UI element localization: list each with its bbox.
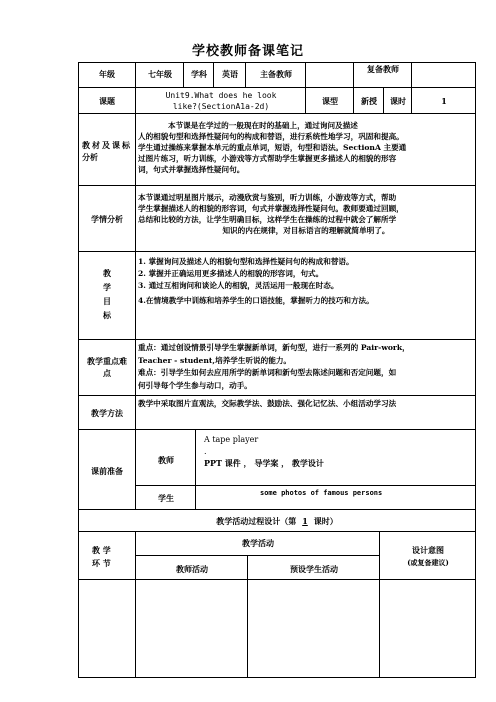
objectives-label bbox=[78, 266, 136, 322]
grade-value: 七年级 bbox=[148, 69, 172, 79]
grade-label: 年级 bbox=[99, 69, 115, 79]
preparation-label: 课前准备 bbox=[91, 466, 123, 476]
student-activity-body-cell bbox=[248, 580, 380, 678]
topic-value-line1: Unit9.What does he look bbox=[165, 91, 277, 100]
key-points-label-line2: 点 bbox=[103, 368, 111, 378]
stage-label-line2: 环 节 bbox=[92, 558, 111, 568]
objective-item: 4.在情境教学中训练和培养学生的口语技能，掌握听力的技巧和方法。 bbox=[138, 296, 374, 305]
design-intent-label-cell bbox=[380, 532, 476, 580]
key-points-content bbox=[138, 342, 474, 392]
teacher-value-cell bbox=[306, 62, 354, 88]
process-heading-prefix: 教学活动过程设计（第 bbox=[216, 516, 297, 526]
key-points-line: 重点：通过创设情景引导学生掌握新单词，新句型，进行一系列的 Pair-work， bbox=[138, 343, 410, 352]
student-activity-label: 预设学生活动 bbox=[290, 564, 338, 574]
teacher-prep-line2: . bbox=[204, 447, 207, 456]
methods-content: 教学中采取图片直观法，交际教学法、鼓励法、强化记忆法、小组活动学习法 bbox=[138, 399, 397, 408]
key-points-line: Teacher - student,培养学生听说的能力。 bbox=[138, 355, 292, 365]
textbook-analysis-line: 过图片练习，听力训练，小游戏等方式帮助学生掌握更多描述人的相貌的形容 bbox=[138, 154, 397, 163]
learner-analysis-content bbox=[138, 192, 474, 236]
topic-value-line2: like?(SectionA1a-2d) bbox=[172, 102, 270, 111]
review-teacher-value-cell bbox=[412, 62, 476, 88]
objectives-label-char: 教 bbox=[103, 268, 111, 278]
textbook-analysis-line: 本节课是在学过的一般现在时的基础上，通过询问及描述 bbox=[168, 121, 358, 130]
activities-label: 教学活动 bbox=[242, 538, 274, 548]
objective-item: 1. 掌握询问及描述人的相貌句型和选择性疑问句的构成和替语。 bbox=[138, 257, 354, 266]
type-value: 新授 bbox=[361, 96, 377, 106]
textbook-analysis-label-line1: 教材及课标 bbox=[82, 140, 132, 150]
textbook-analysis-line: 人的相貌句型和选择性疑问句的构成和替语，进行系统性地学习，巩固和提高。 bbox=[138, 132, 404, 141]
page-title: 学校教师备课笔记 bbox=[191, 44, 304, 59]
objectives-label-char: 目 bbox=[103, 296, 111, 306]
teacher-prep-line1: A tape player bbox=[204, 435, 259, 444]
textbook-analysis-line: 学生通过操练来掌握本单元的重点单词，短语，句型和语法。SectionA 主要通 bbox=[138, 143, 407, 152]
objective-item: 2. 掌握并正确运用更多描述人的相貌的形容词，句式。 bbox=[138, 269, 324, 278]
process-heading bbox=[78, 516, 476, 527]
type-label: 课型 bbox=[322, 96, 338, 106]
student-prep-content: some photos of famous persons bbox=[260, 489, 383, 497]
lead-teacher-label: 主备教师 bbox=[260, 69, 292, 79]
teacher-activity-label: 教师活动 bbox=[176, 564, 208, 574]
textbook-analysis-line: 词，句式并掌握选择性疑问句。 bbox=[138, 165, 245, 174]
stage-label-cell bbox=[78, 532, 136, 580]
teacher-activity-body-cell bbox=[136, 580, 248, 678]
period-label: 课时 bbox=[390, 96, 406, 106]
learner-analysis-line: 本节课通过明星图片展示，动漫欣赏与鉴别，听力训练，小游戏等方式，帮助 bbox=[138, 193, 397, 202]
student-prep-label: 学生 bbox=[158, 493, 174, 503]
objectives-label-char: 学 bbox=[103, 282, 111, 292]
period-value: 1 bbox=[441, 96, 447, 106]
process-heading-suffix: 课时） bbox=[313, 516, 338, 526]
design-intent-label-line2: (或复备建议) bbox=[407, 558, 449, 567]
teacher-prep-line3: PPT 课件 ， 导学案 ， 教学设计 bbox=[204, 458, 324, 468]
topic-label: 课题 bbox=[99, 96, 115, 106]
subject-label: 学科 bbox=[191, 69, 207, 79]
process-heading-number: 1 bbox=[302, 516, 308, 526]
learner-analysis-line: 知识的内在规律，对目标语言的理解就简单明了。 bbox=[222, 226, 390, 235]
textbook-analysis-content bbox=[138, 120, 474, 175]
textbook-analysis-label-line2: 分析 bbox=[82, 152, 98, 162]
design-intent-label-line1: 设计意图 bbox=[412, 545, 444, 555]
key-points-line: 难点：引导学生如何去应用所学的新单词和新句型去陈述问题和否定问题，如 bbox=[138, 368, 397, 377]
objectives-content bbox=[138, 256, 474, 307]
key-points-label-line1: 教学重点难 bbox=[87, 356, 127, 366]
subject-value: 英语 bbox=[222, 69, 238, 79]
objective-item: 3. 通过互相询问和谈论人的相貌，灵活运用一般现在时态。 bbox=[138, 281, 339, 290]
key-points-line: 何引导每个学生参与动口，动手。 bbox=[138, 380, 252, 390]
design-intent-body-cell bbox=[380, 580, 476, 678]
stage-label-line1: 教 学 bbox=[92, 545, 111, 555]
objectives-label-char: 标 bbox=[103, 310, 111, 320]
learner-analysis-line: 学生掌握描述人的相貌的形容词，句式并掌握选择性疑问句。教师要通过回顾， bbox=[138, 204, 404, 213]
teacher-prep-label: 教师 bbox=[158, 455, 174, 465]
learner-analysis-line: 总结和比较的方法，让学生明确目标，这样学生在操练的过程中就会了解所学 bbox=[138, 215, 397, 224]
learner-analysis-label: 学情分析 bbox=[91, 214, 123, 224]
stage-body-cell bbox=[78, 580, 136, 678]
methods-label: 教学方法 bbox=[91, 408, 123, 418]
review-teacher-label: 复备教师 bbox=[367, 64, 399, 74]
